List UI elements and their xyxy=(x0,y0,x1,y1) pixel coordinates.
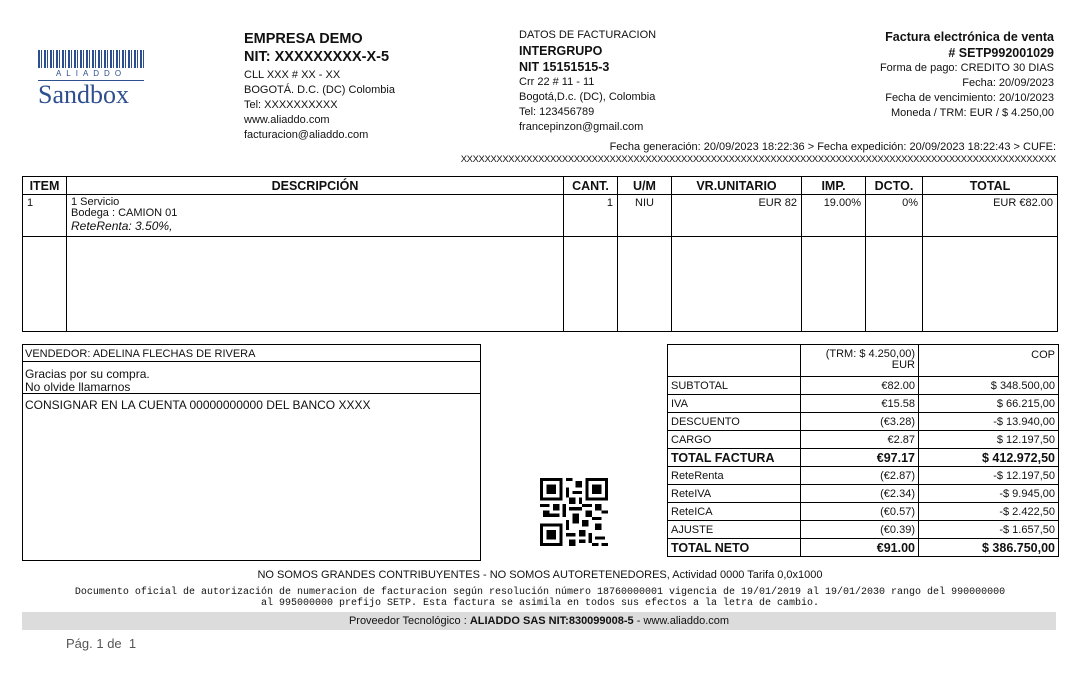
company-logo xyxy=(38,50,148,112)
iva-eur: €15.58 xyxy=(801,395,919,413)
billing-nit: NIT 15151515-3 xyxy=(519,60,610,74)
charge-eur: €2.87 xyxy=(801,431,919,449)
net-total-cop: $ 386.750,00 xyxy=(919,539,1059,557)
totals-row xyxy=(668,467,1059,485)
item-desc-line1: 1 Servicio xyxy=(71,196,120,208)
barcode-graphic xyxy=(38,50,144,68)
cufe-code: XXXXXXXXXXXXXXXXXXXXXXXXXXXXXXXXXXXXXXXXXXXXXXXXXXXXXXXXXXXXXXXXXXXXXXXXXXXXXXXXXXXXXXXXXXXXXXXXXXXX xyxy=(460,153,1056,164)
subtotal-eur: €82.00 xyxy=(801,377,919,395)
invoice-total-label: TOTAL FACTURA xyxy=(668,449,801,467)
billing-email: francepinzon@gmail.com xyxy=(519,121,644,133)
trm-header xyxy=(801,345,919,377)
legal-note xyxy=(0,587,1080,609)
provider-name: ALIADDO SAS NIT:830099008-5 xyxy=(469,615,634,627)
billing-city: Bogotá,D.c. (DC), Colombia xyxy=(519,91,656,103)
issuer-nit: NIT: XXXXXXXXX-X-5 xyxy=(244,49,390,65)
item-desc-line3: ReteRenta: 3.50%, xyxy=(71,219,173,233)
seller-name: VENDEDOR: ADELINA FLECHAS DE RIVERA xyxy=(23,345,480,362)
net-total-label: TOTAL NETO xyxy=(668,539,801,557)
totals-table xyxy=(667,344,1059,557)
trm-value: (TRM: $ 4.250,00) xyxy=(825,348,915,360)
discount-cop: -$ 13.940,00 xyxy=(919,413,1059,431)
notes-box xyxy=(22,344,481,561)
issuer-web: www.aliaddo.com xyxy=(244,114,330,126)
item-um: NIU xyxy=(618,195,672,237)
adjust-eur: (€0.39) xyxy=(801,521,919,539)
thanks-note xyxy=(23,362,480,394)
invoice-total-eur: €97.17 xyxy=(801,449,919,467)
cop-header: COP xyxy=(919,345,1059,377)
totals-row xyxy=(668,449,1059,467)
invoice-info xyxy=(880,29,1054,121)
provider-suffix: - www.aliaddo.com xyxy=(636,615,730,627)
billing-address: Crr 22 # 11 - 11 xyxy=(519,76,595,88)
qr-code xyxy=(540,478,608,546)
currency-trm: Moneda / TRM: EUR / $ 4.250,00 xyxy=(890,107,1054,119)
invoice-title: Factura electrónica de venta xyxy=(885,30,1054,44)
reteica-eur: (€0.57) xyxy=(801,503,919,521)
trm-unit: EUR xyxy=(891,359,915,371)
charge-cop: $ 12.197,50 xyxy=(919,431,1059,449)
col-header-um: U/M xyxy=(618,177,672,195)
reterenta-label: ReteRenta xyxy=(668,467,801,485)
issuer-name: EMPRESA DEMO xyxy=(244,31,363,47)
totals-row xyxy=(668,395,1059,413)
logo-big-text: Sandbox xyxy=(38,80,129,109)
reterenta-cop: -$ 12.197,50 xyxy=(919,467,1059,485)
col-header-item: ITEM xyxy=(23,177,67,195)
item-desc-line2: Bodega : CAMION 01 xyxy=(71,207,178,219)
totals-row xyxy=(668,377,1059,395)
billing-block xyxy=(519,28,656,135)
reteiva-eur: (€2.34) xyxy=(801,485,919,503)
discount-eur: (€3.28) xyxy=(801,413,919,431)
invoice-number: # SETP992001029 xyxy=(948,46,1054,60)
items-header-row xyxy=(23,177,1058,195)
totals-row xyxy=(668,485,1059,503)
payment-terms: Forma de pago: CREDITO 30 DIAS xyxy=(879,62,1054,74)
col-header-total: TOTAL xyxy=(923,177,1058,195)
totals-row xyxy=(668,503,1059,521)
item-discount: 0% xyxy=(866,195,923,237)
logo-small-text: ALIADDO xyxy=(38,68,144,81)
adjust-cop: -$ 1.657,50 xyxy=(919,521,1059,539)
item-qty: 1 xyxy=(564,195,618,237)
iva-cop: $ 66.215,00 xyxy=(919,395,1059,413)
col-header-tax: IMP. xyxy=(802,177,866,195)
item-total: EUR €82.00 xyxy=(923,195,1058,237)
col-header-description: DESCRIPCIÓN xyxy=(67,177,564,195)
billing-tel: Tel: 123456789 xyxy=(519,106,595,118)
item-tax: 19.00% xyxy=(802,195,866,237)
provider-bar xyxy=(22,612,1056,630)
legal-line1: Documento oficial de autorización de numeracion de facturacion según resolución número 18760000001 vigencia de 19/01/2019 al 19/01/2030 rango del 990000000 xyxy=(74,587,1006,598)
bank-note: CONSIGNAR EN LA CUENTA 00000000000 DEL BANCO XXXX xyxy=(25,398,371,412)
issuer-tel: Tel: XXXXXXXXXX xyxy=(244,99,338,111)
thanks-line1: Gracias por su compra. xyxy=(25,367,150,381)
discount-label: DESCUENTO xyxy=(668,413,801,431)
items-table xyxy=(22,176,1058,332)
billing-name: INTERGRUPO xyxy=(519,44,603,58)
adjust-label: AJUSTE xyxy=(668,521,801,539)
reteiva-label: ReteIVA xyxy=(668,485,801,503)
issuer-block xyxy=(244,30,395,143)
reteica-cop: -$ 2.422,50 xyxy=(919,503,1059,521)
contributor-note: NO SOMOS GRANDES CONTRIBUYENTES - NO SOMOS AUTORETENEDORES, Actividad 0000 Tarifa 0,0x1000 xyxy=(257,569,823,581)
subtotal-label: SUBTOTAL xyxy=(668,377,801,395)
thanks-line2: No olvide llamarnos xyxy=(25,380,131,394)
due-date: Fecha de vencimiento: 20/10/2023 xyxy=(885,92,1054,104)
table-row xyxy=(23,195,1058,237)
totals-row xyxy=(668,413,1059,431)
subtotal-cop: $ 348.500,00 xyxy=(919,377,1059,395)
col-header-discount: DCTO. xyxy=(866,177,923,195)
invoice-date: Fecha: 20/09/2023 xyxy=(962,77,1054,89)
totals-row xyxy=(668,521,1059,539)
empty-row xyxy=(23,237,1058,332)
item-description xyxy=(67,195,564,237)
invoice-total-cop: $ 412.972,50 xyxy=(919,449,1059,467)
net-total-eur: €91.00 xyxy=(801,539,919,557)
col-header-qty: CANT. xyxy=(564,177,618,195)
reteica-label: ReteICA xyxy=(668,503,801,521)
item-number: 1 xyxy=(23,195,67,237)
provider-prefix: Proveedor Tecnológico : xyxy=(348,615,467,627)
reteiva-cop: -$ 9.945,00 xyxy=(919,485,1059,503)
iva-label: IVA xyxy=(668,395,801,413)
totals-row xyxy=(668,431,1059,449)
issuer-address: CLL XXX # XX - XX xyxy=(244,69,341,81)
issuer-email: facturacion@aliaddo.com xyxy=(244,129,369,141)
generation-line: Fecha generación: 20/09/2023 18:22:36 > Fecha expedición: 20/09/2023 18:22:43 > CUFE: xyxy=(609,141,1056,153)
item-unit-value: EUR 82 xyxy=(672,195,802,237)
totals-header-row xyxy=(668,345,1059,377)
page-number: Pág. 1 de 1 xyxy=(66,636,137,651)
billing-heading: DATOS DE FACTURACION xyxy=(519,29,657,41)
reterenta-eur: (€2.87) xyxy=(801,467,919,485)
issuer-city: BOGOTÁ. D.C. (DC) Colombia xyxy=(244,84,395,96)
totals-row xyxy=(668,539,1059,557)
charge-label: CARGO xyxy=(668,431,801,449)
col-header-unit-value: VR.UNITARIO xyxy=(672,177,802,195)
legal-line2: al 995000000 prefijo SETP. Esta factura se asimila en todos sus efectos a la letra de cambio. xyxy=(260,598,820,609)
